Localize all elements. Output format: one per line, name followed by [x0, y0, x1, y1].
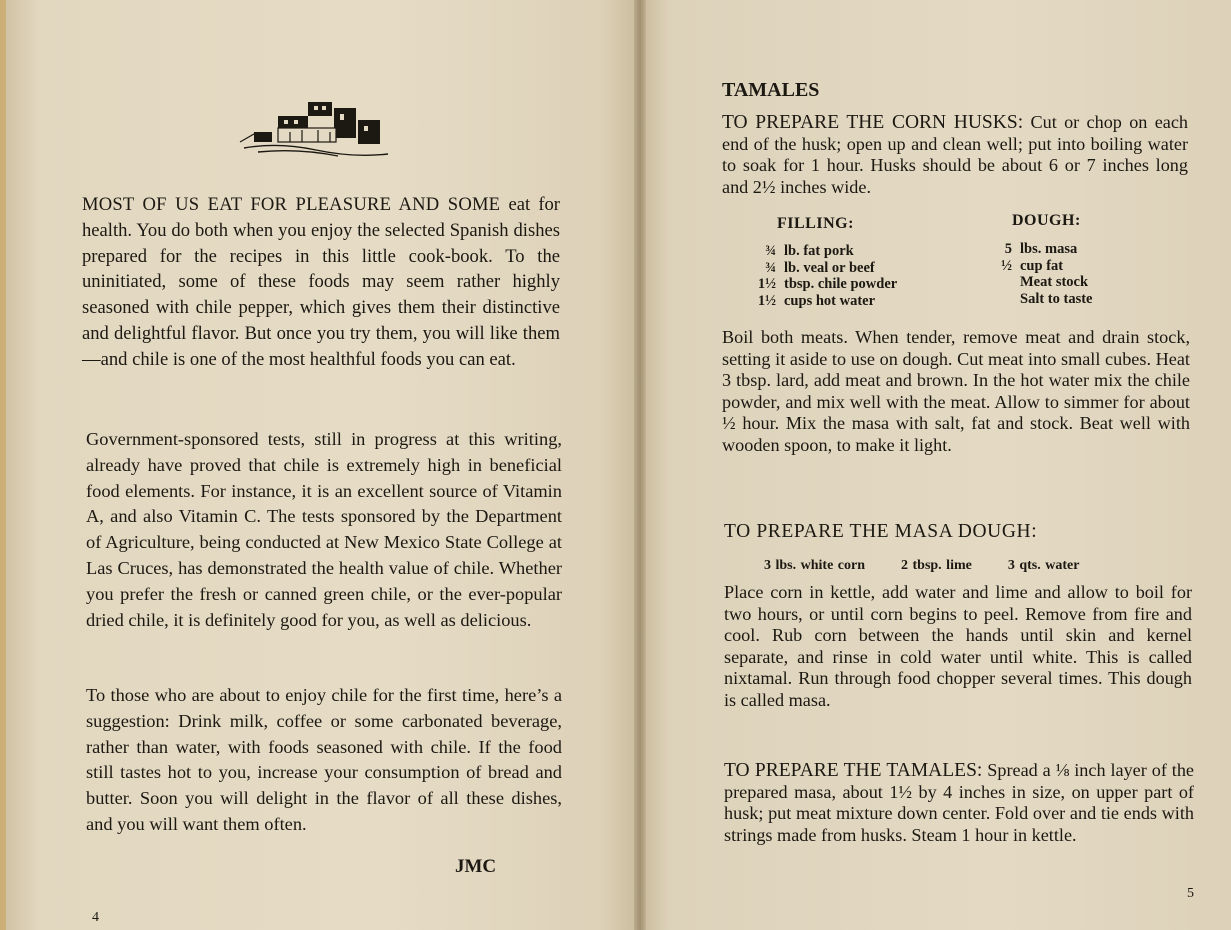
recipe-title: TAMALES	[722, 79, 820, 101]
author-signature: JMC	[455, 856, 497, 877]
tamales-heading: TO PREPARE THE TAMALES:	[724, 760, 983, 781]
vitamin-paragraph: Government-sponsored tests, still in progress at this writing, already have proved that chile is extremely high in beneficial food elements. For instance, it is an excellent source of Vitamin A, and also Vitamin C. The tests sponsored by the Department of Agriculture, being conducted at New Mexico State College at Las Cruces, has demonstrated the health value of chile. Whether you prefer the fresh or canned green chile, or the ever-popular dried chile, it is definitely good for you, as well as delicious.	[86, 429, 562, 630]
tamales-text: Spread a ⅛ inch layer of the prepared masa, about 1½ by 4 inches in size, on upper part of husk; put meat mixture down center. Fold over and tie ends with strings made from husks. Steam 1 hour in kettle.	[724, 760, 1195, 845]
corn-husks-section	[722, 112, 1188, 198]
list-item: 3 lbs. white corn	[764, 558, 865, 573]
intro-text: eat for health. You do both when you enjoy the selected Spanish dishes prepared for the recipes in this little cook-book. To the uninitiated, some of these foods may seem rather highly seasoned with chile pepper, which gives them their distinctive and delightful flavor. But once you try them, you will like them —and chile is one of the most healthful foods you can eat.	[82, 194, 560, 370]
dough-ingredient-list	[986, 241, 1093, 307]
filling-ingredient-list	[736, 243, 897, 309]
masa-ingredients	[764, 555, 1115, 577]
list-item: Meat stock	[1020, 274, 1089, 290]
page-edge	[0, 0, 6, 930]
list-item: ¾ lb. fat pork	[765, 243, 854, 259]
list-item: 1½ tbsp. chile powder	[757, 276, 898, 292]
corn-husks-text: Cut or chop on each end of the husk; open up and clean well; put into boiling water to soak for 1 hour. Husks should be about 6 or 7 inches long and 2½ inches wide.	[722, 112, 1189, 197]
corn-husks-heading: TO PREPARE THE CORN HUSKS:	[722, 112, 1024, 133]
tamales-section	[724, 760, 1194, 846]
list-item: 1½ cups hot water	[757, 292, 876, 309]
dough-heading: DOUGH:	[1012, 212, 1081, 229]
masa-heading: TO PREPARE THE MASA DOUGH:	[724, 521, 1038, 542]
method-paragraph: Boil both meats. When tender, remove meat and drain stock, setting it aside to use on dough. Cut meat into small cubes. Heat 3 tbsp. lard, add meat and brown. In the hot water mix the chile powder, and mix well with the meat. Allow to simmer for about ½ hour. Mix the masa with salt, fat and stock. Beat well with wooden spoon, to make it light.	[722, 327, 1190, 455]
suggestion-paragraph: To those who are about to enjoy chile for the first time, here’s a suggestion: Drink milk, coffee or some carbonated beverage, rather than water, with foods seasoned with chile. If the food still tastes hot to you, increase your consumption of bread and butter. Soon you will delight in the flavor of all these dishes, and you will want them often.	[86, 685, 562, 834]
list-item: 5 lbs. masa	[1004, 241, 1078, 257]
list-item: ¾ lb. veal or beef	[765, 259, 875, 276]
page-number-right: 5	[1187, 886, 1194, 901]
masa-paragraph: Place corn in kettle, add water and lime and allow to boil for two hours, or until corn begins to peel. Remove from fire and cool. Rub corn between the hands until skin and kernel separate, and rinse in cold water until white. This is called nixtamal. Run through food chopper several times. This dough is called masa.	[724, 582, 1192, 710]
list-item: 2 tbsp. lime	[901, 558, 972, 573]
pueblo-vignette-illustration	[238, 98, 394, 160]
page-number-left: 4	[92, 910, 99, 925]
list-item: 3 qts. water	[1007, 558, 1080, 573]
intro-lead-caps: MOST OF US EAT FOR PLEASURE AND SOME	[82, 194, 501, 215]
intro-paragraph	[82, 192, 560, 373]
filling-heading: FILLING:	[777, 215, 854, 232]
book-gutter	[634, 0, 646, 930]
list-item: ½ cup fat	[1001, 257, 1064, 274]
list-item: Salt to taste	[1020, 290, 1093, 307]
